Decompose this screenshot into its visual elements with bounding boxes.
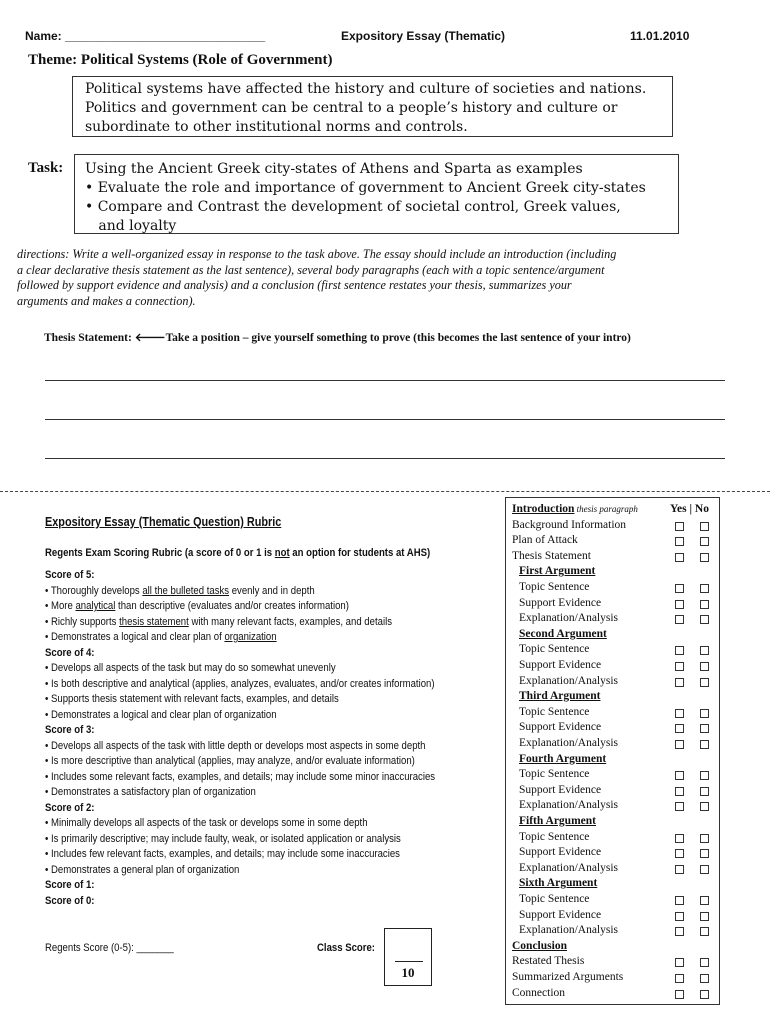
score-1-heading: Score of 1: bbox=[45, 879, 95, 891]
directions-line: directions: Write a well-organized essay in response to the task above. The essay should include an introduction (including bbox=[17, 247, 617, 261]
task-box bbox=[74, 154, 679, 234]
criterion: • Richly supports thesis statement with many relevant facts, examples, and details bbox=[45, 615, 392, 628]
thesis-answer-line[interactable] bbox=[45, 419, 725, 420]
no-checkbox[interactable] bbox=[700, 724, 709, 733]
class-score-denominator: 10 bbox=[401, 965, 415, 980]
no-checkbox[interactable] bbox=[700, 522, 709, 531]
argument-heading: Third Argument bbox=[519, 690, 601, 703]
yes-checkbox[interactable] bbox=[675, 537, 684, 546]
no-checkbox[interactable] bbox=[700, 958, 709, 967]
yes-checkbox[interactable] bbox=[675, 787, 684, 796]
yes-checkbox[interactable] bbox=[675, 990, 684, 999]
checklist-item: Topic Sentence bbox=[519, 768, 590, 781]
task-label: Task: bbox=[28, 160, 64, 176]
directions-line: followed by support evidence and analysis) and a conclusion (first sentence restates your thesis, summarizes your bbox=[17, 278, 572, 293]
criterion: • Thoroughly develops all the bulleted tasks evenly and in depth bbox=[45, 584, 315, 597]
yes-checkbox[interactable] bbox=[675, 615, 684, 624]
checklist-item: Topic Sentence bbox=[519, 893, 590, 905]
task-bullet: • Evaluate the role and importance of government to Ancient Greek city-states bbox=[85, 180, 646, 196]
yes-checkbox[interactable] bbox=[675, 584, 684, 593]
checklist-item: Support Evidence bbox=[519, 846, 602, 859]
checklist-item: Explanation/Analysis bbox=[519, 924, 619, 937]
no-checkbox[interactable] bbox=[700, 849, 709, 858]
yes-no-checkboxes bbox=[669, 674, 721, 690]
yes-no-checkboxes bbox=[669, 830, 721, 846]
yes-no-checkboxes bbox=[669, 923, 721, 939]
checklist-item: Background Information bbox=[512, 518, 627, 531]
criterion: • Includes some relevant facts, examples, and details; may include some minor inaccuracies bbox=[45, 770, 436, 783]
yes-checkbox[interactable] bbox=[675, 724, 684, 733]
criterion: • Is primarily descriptive; may include faulty, weak, or isolated application or analysis bbox=[45, 832, 401, 845]
essay-checklist bbox=[512, 502, 722, 1002]
yes-no-header: Yes | No bbox=[670, 503, 709, 515]
no-checkbox[interactable] bbox=[700, 662, 709, 671]
yes-no-checkboxes bbox=[669, 892, 721, 908]
argument-heading: Fourth Argument bbox=[519, 752, 607, 765]
thesis-answer-line[interactable] bbox=[45, 380, 725, 381]
no-checkbox[interactable] bbox=[700, 615, 709, 624]
checklist-item: Support Evidence bbox=[519, 596, 602, 609]
checklist-item: Support Evidence bbox=[519, 721, 602, 734]
criterion: • Includes few relevant facts, examples, and details; may include some inaccuracies bbox=[45, 848, 400, 860]
score-5-heading: Score of 5: bbox=[45, 569, 95, 581]
checklist-item: Connection bbox=[512, 986, 566, 999]
criterion: • Demonstrates a satisfactory plan of organization bbox=[45, 786, 256, 798]
yes-checkbox[interactable] bbox=[675, 646, 684, 655]
rubric-subtitle-not: not bbox=[274, 547, 290, 559]
no-checkbox[interactable] bbox=[700, 974, 709, 983]
yes-checkbox[interactable] bbox=[675, 600, 684, 609]
rubric-subtitle-text: an option for students at AHS) bbox=[289, 547, 431, 559]
criterion: • Develops all aspects of the task but may do so somewhat unevenly bbox=[45, 662, 336, 674]
rubric-title: Expository Essay (Thematic Question) Rubric bbox=[45, 515, 282, 529]
yes-checkbox[interactable] bbox=[675, 974, 684, 983]
no-checkbox[interactable] bbox=[700, 802, 709, 811]
intro-heading: Introduction thesis paragraph bbox=[512, 503, 638, 515]
checklist-item: Explanation/Analysis bbox=[519, 674, 619, 687]
yes-no-checkboxes bbox=[669, 736, 721, 752]
yes-checkbox[interactable] bbox=[675, 896, 684, 905]
yes-no-checkboxes bbox=[669, 642, 721, 658]
yes-no-checkboxes bbox=[669, 549, 721, 565]
yes-no-checkboxes bbox=[669, 954, 721, 970]
no-checkbox[interactable] bbox=[700, 646, 709, 655]
no-checkbox[interactable] bbox=[700, 709, 709, 718]
criterion: • Supports thesis statement with relevant facts, examples, and details bbox=[45, 693, 339, 705]
criterion: • Is both descriptive and analytical (applies, analyzes, evaluates, and/or creates information) bbox=[45, 677, 435, 690]
rubric-subtitle bbox=[45, 546, 430, 562]
fraction-bar bbox=[395, 961, 423, 962]
task-bullet: and loyalty bbox=[85, 218, 177, 234]
thesis-prompt bbox=[44, 330, 631, 344]
rubric-criteria bbox=[45, 568, 435, 909]
directions-line: arguments and makes a connection). bbox=[17, 293, 196, 308]
argument-heading: Sixth Argument bbox=[519, 877, 598, 890]
no-checkbox[interactable] bbox=[700, 771, 709, 780]
yes-no-checkboxes bbox=[669, 845, 721, 861]
no-checkbox[interactable] bbox=[700, 865, 709, 874]
no-checkbox[interactable] bbox=[700, 787, 709, 796]
yes-checkbox[interactable] bbox=[675, 553, 684, 562]
yes-checkbox[interactable] bbox=[675, 522, 684, 531]
yes-no-checkboxes bbox=[669, 533, 721, 549]
criterion: • Develops all aspects of the task with little depth or develops most aspects in some depth bbox=[45, 739, 426, 752]
regents-score-field[interactable]: Regents Score (0-5): _______ bbox=[45, 942, 174, 954]
yes-no-checkboxes bbox=[669, 518, 721, 534]
task-bullet: • Compare and Contrast the development of societal control, Greek values, bbox=[85, 199, 621, 215]
argument-heading: Second Argument bbox=[519, 627, 607, 640]
class-score-box[interactable] bbox=[384, 928, 432, 986]
checklist-item: Explanation/Analysis bbox=[519, 799, 619, 812]
yes-checkbox[interactable] bbox=[675, 927, 684, 936]
directions-line: a clear declarative thesis statement as the last sentence), several body paragraphs (each with a topic sentence/argument bbox=[17, 262, 605, 277]
thesis-label: Thesis Statement: bbox=[44, 332, 135, 344]
yes-checkbox[interactable] bbox=[675, 709, 684, 718]
checklist-item: Topic Sentence bbox=[519, 643, 590, 656]
page-title: Expository Essay (Thematic) bbox=[341, 29, 506, 43]
dashed-divider bbox=[0, 491, 770, 492]
thesis-instruction: Take a position – give yourself something to prove (this becomes the last sentence of your intro) bbox=[165, 332, 631, 344]
criterion: • Demonstrates a general plan of organization bbox=[45, 863, 240, 876]
checklist-item: Thesis Statement bbox=[512, 549, 591, 562]
yes-no-checkboxes bbox=[669, 783, 721, 799]
yes-no-checkboxes bbox=[669, 580, 721, 596]
rubric-subtitle-text: Regents Exam Scoring Rubric (a score of 0 or 1 is bbox=[45, 547, 275, 559]
criterion: • Demonstrates a logical and clear plan of organization bbox=[45, 631, 277, 643]
yes-no-checkboxes bbox=[669, 720, 721, 736]
name-field[interactable]: Name: ______________________________ bbox=[25, 29, 266, 43]
yes-checkbox[interactable] bbox=[675, 958, 684, 967]
argument-heading: First Argument bbox=[519, 565, 596, 578]
no-checkbox[interactable] bbox=[700, 834, 709, 843]
checklist-item: Support Evidence bbox=[519, 908, 602, 921]
thesis-answer-line[interactable] bbox=[45, 458, 725, 459]
yes-checkbox[interactable] bbox=[675, 802, 684, 811]
yes-checkbox[interactable] bbox=[675, 771, 684, 780]
checklist-item: Summarized Arguments bbox=[512, 971, 624, 983]
score-3-heading: Score of 3: bbox=[45, 724, 95, 736]
yes-no-checkboxes bbox=[669, 705, 721, 721]
arrow-left-icon: 🡐 bbox=[134, 330, 166, 344]
theme-line: subordinate to other institutional norms and controls. bbox=[85, 119, 468, 135]
yes-checkbox[interactable] bbox=[675, 912, 684, 921]
score-4-heading: Score of 4: bbox=[45, 646, 95, 659]
no-checkbox[interactable] bbox=[700, 927, 709, 936]
no-checkbox[interactable] bbox=[700, 896, 709, 905]
yes-checkbox[interactable] bbox=[675, 834, 684, 843]
checklist-item: Explanation/Analysis bbox=[519, 737, 619, 749]
no-checkbox[interactable] bbox=[700, 912, 709, 921]
score-0-heading: Score of 0: bbox=[45, 894, 95, 907]
checklist-item: Explanation/Analysis bbox=[519, 861, 619, 874]
yes-checkbox[interactable] bbox=[675, 865, 684, 874]
date: 11.01.2010 bbox=[630, 29, 690, 43]
yes-no-checkboxes bbox=[669, 596, 721, 612]
argument-heading: Fifth Argument bbox=[519, 815, 596, 827]
theme-heading: Theme: Political Systems (Role of Government) bbox=[28, 52, 333, 68]
checklist-item: Topic Sentence bbox=[519, 581, 590, 593]
checklist-item: Explanation/Analysis bbox=[519, 612, 619, 625]
yes-no-checkboxes bbox=[669, 970, 721, 986]
yes-checkbox[interactable] bbox=[675, 662, 684, 671]
criterion: • Is more descriptive than analytical (applies, may analyze, and/or evaluate information) bbox=[45, 755, 415, 767]
yes-checkbox[interactable] bbox=[675, 678, 684, 687]
no-checkbox[interactable] bbox=[700, 990, 709, 999]
class-score-label: Class Score: bbox=[317, 942, 375, 954]
directions bbox=[17, 247, 762, 309]
yes-no-checkboxes bbox=[669, 861, 721, 877]
checklist-item: Plan of Attack bbox=[512, 534, 578, 547]
no-checkbox[interactable] bbox=[700, 584, 709, 593]
criterion: • Demonstrates a logical and clear plan of organization bbox=[45, 708, 277, 721]
no-checkbox[interactable] bbox=[700, 600, 709, 609]
no-checkbox[interactable] bbox=[700, 678, 709, 687]
yes-no-checkboxes bbox=[669, 986, 721, 1002]
yes-checkbox[interactable] bbox=[675, 849, 684, 858]
conclusion-heading: Conclusion bbox=[512, 939, 567, 952]
criterion: • More analytical than descriptive (evaluates and/or creates information) bbox=[45, 600, 349, 612]
theme-box bbox=[72, 76, 673, 137]
score-2-heading: Score of 2: bbox=[45, 801, 95, 814]
checklist-item: Restated Thesis bbox=[512, 955, 585, 968]
checklist-item: Topic Sentence bbox=[519, 705, 590, 718]
checklist-item: Support Evidence bbox=[519, 659, 602, 671]
task-line: Using the Ancient Greek city-states of Athens and Sparta as examples bbox=[85, 161, 583, 177]
no-checkbox[interactable] bbox=[700, 553, 709, 562]
theme-line: Political systems have affected the history and culture of societies and nations. bbox=[85, 81, 647, 97]
theme-line: Politics and government can be central to a people’s history and culture or bbox=[85, 100, 618, 116]
checklist-item: Support Evidence bbox=[519, 783, 602, 796]
criterion: • Minimally develops all aspects of the task or develops some in some depth bbox=[45, 817, 368, 829]
yes-no-checkboxes bbox=[669, 798, 721, 814]
checklist-item: Topic Sentence bbox=[519, 830, 590, 843]
no-checkbox[interactable] bbox=[700, 537, 709, 546]
yes-no-checkboxes bbox=[669, 658, 721, 674]
yes-checkbox[interactable] bbox=[675, 740, 684, 749]
yes-no-checkboxes bbox=[669, 767, 721, 783]
yes-no-checkboxes bbox=[669, 908, 721, 924]
no-checkbox[interactable] bbox=[700, 740, 709, 749]
yes-no-checkboxes bbox=[669, 611, 721, 627]
